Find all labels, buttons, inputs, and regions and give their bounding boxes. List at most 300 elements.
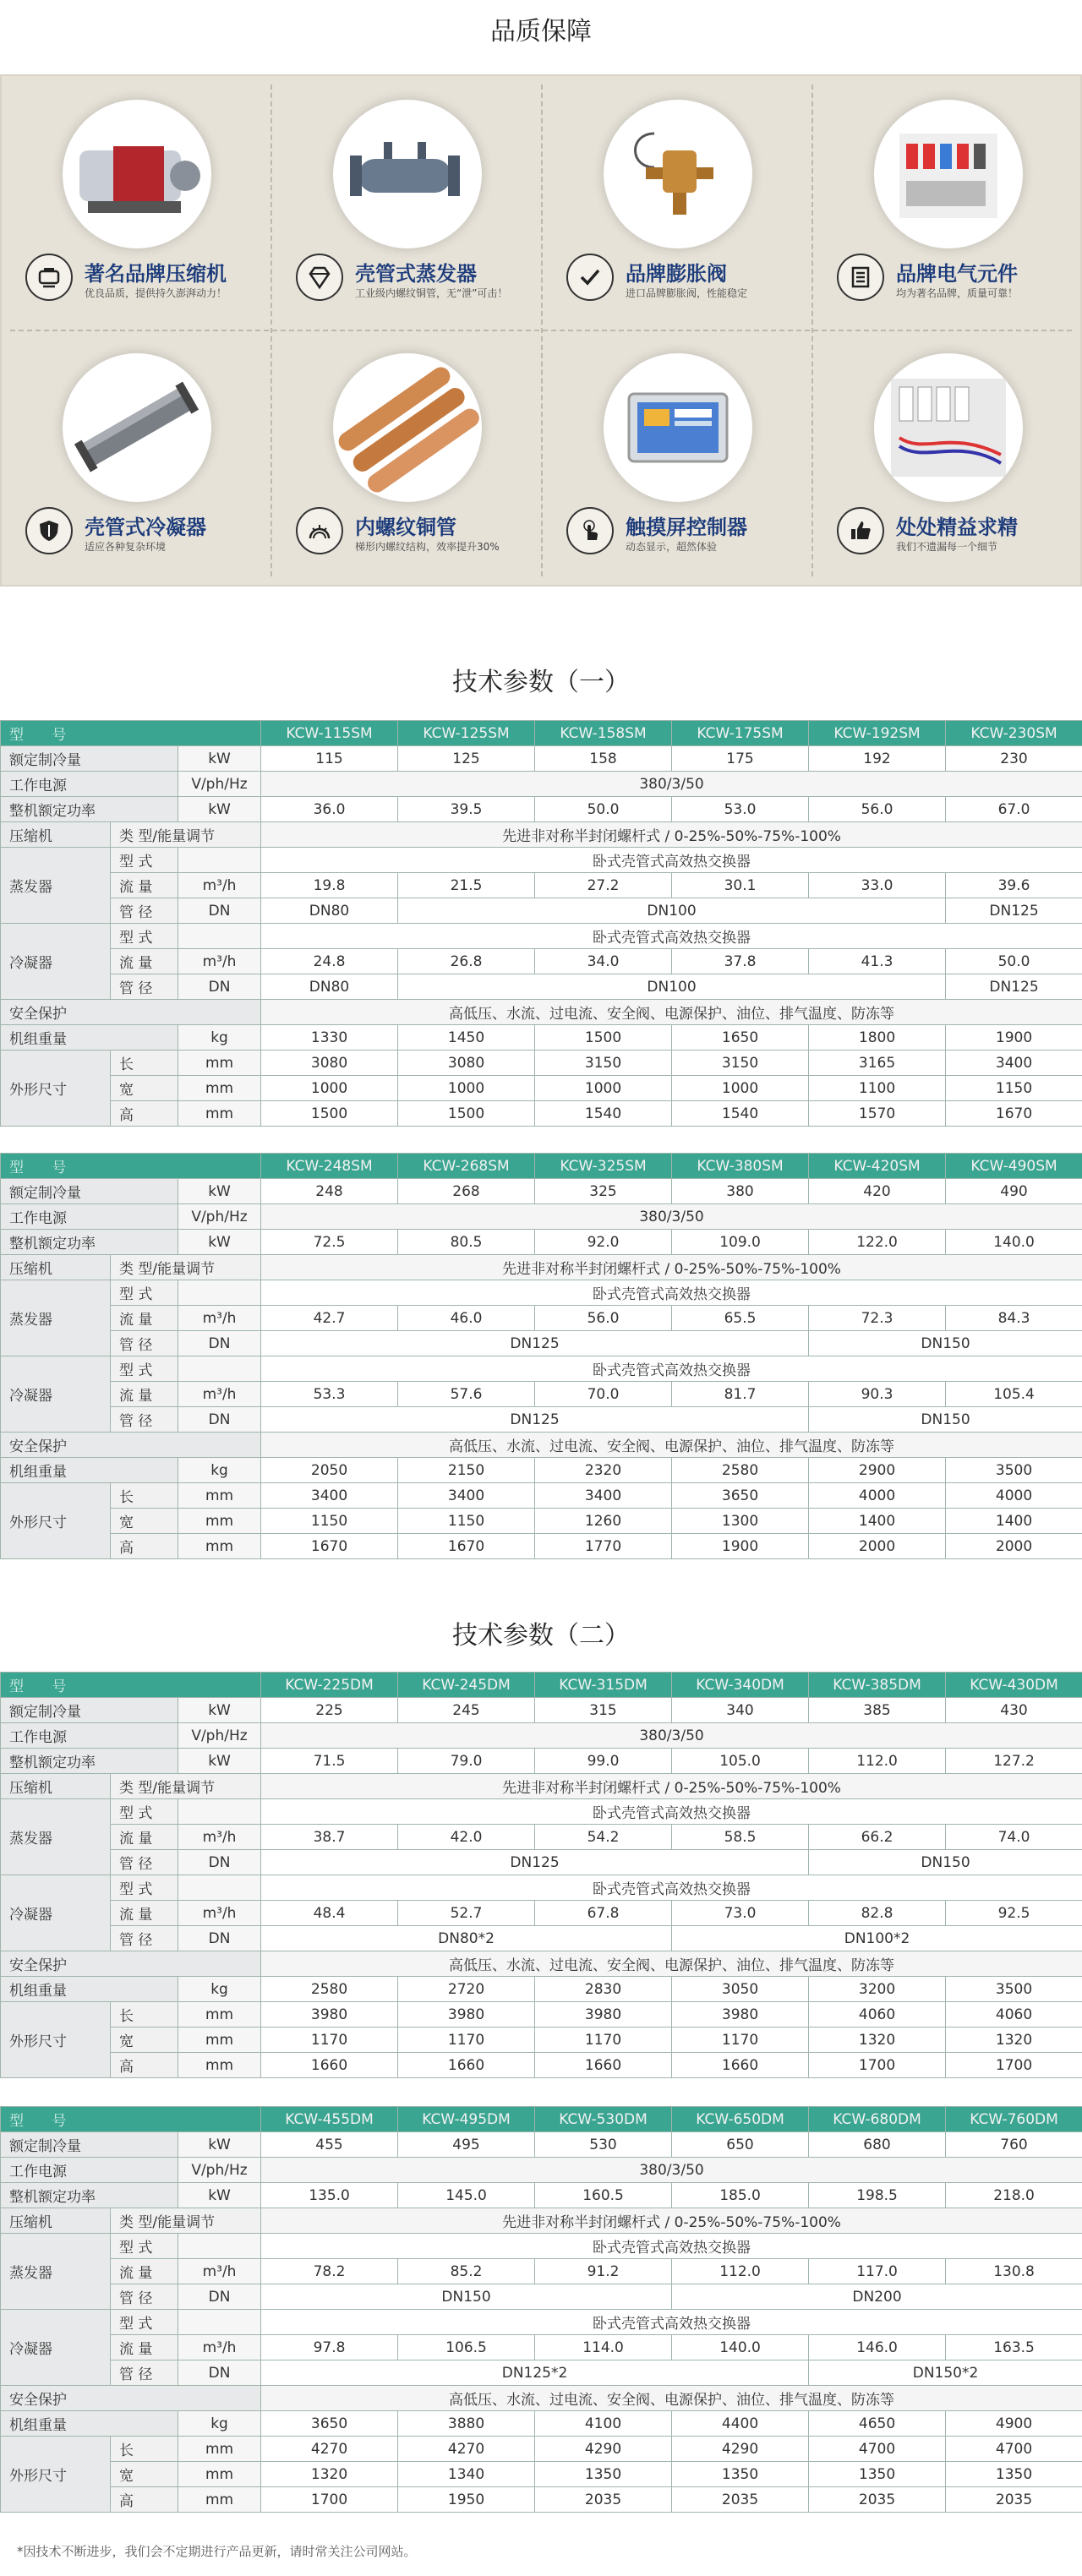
length-label: 长 [111,1051,178,1076]
cond_pipe-cell: DN150 [809,1407,1082,1433]
height-cell: 1660 [535,2053,672,2078]
capacity-label: 额定制冷量 [1,1698,178,1723]
model-label: 型 号 [1,1673,261,1698]
table-row [1,1076,1082,1101]
table-row [1,2053,1082,2078]
power-supply-value: 380/3/50 [261,772,1082,797]
flow-label: 流 量 [111,1306,178,1331]
height-cell: 1660 [398,2053,535,2078]
flow-label: 流 量 [111,1382,178,1407]
capacity-cell: 340 [672,1698,809,1723]
dimension-label: 外形尺寸 [1,2002,111,2078]
quality-item [272,76,541,330]
weight-cell: 2720 [398,1977,535,2002]
cond_flow-cell: 48.4 [261,1901,398,1926]
weight-cell: 2050 [261,1458,398,1483]
quality-item-title: 品牌电气元件 [896,262,1018,286]
unit-cell [178,1799,261,1825]
length-cell: 3150 [535,1051,672,1076]
input-power-label: 整机额定功率 [1,2183,178,2208]
models-cell: KCW-268SM [398,1154,535,1179]
unit-cell [178,924,261,949]
exchanger-value: 卧式壳管式高效热交换器 [261,2234,1082,2259]
models-cell: KCW-530DM [535,2107,672,2132]
models-cell: KCW-245DM [398,1673,535,1698]
cond_flow-cell: 146.0 [809,2335,946,2360]
width-cell: 1150 [946,1076,1082,1101]
height-label: 高 [111,1101,178,1127]
quality-item-title: 壳管式冷凝器 [85,516,206,539]
compressor-value: 先进非对称半封闭螺杆式 / 0-25%-50%-75%-100% [261,1255,1082,1280]
compressor-label: 压缩机 [1,1774,111,1799]
capacity-cell: 225 [261,1698,398,1723]
unit-cell: m³/h [178,2259,261,2284]
compressor-sub-label: 类 型/能量调节 [111,1255,261,1280]
quality-item-title: 壳管式蒸发器 [355,262,477,286]
length-cell: 4000 [946,1483,1082,1509]
protection-label: 安全保护 [1,2386,261,2411]
type-label: 型 式 [111,1875,178,1901]
power-cell: 79.0 [398,1749,535,1774]
width-cell: 1150 [261,1509,398,1534]
table-row [1,1255,1082,1280]
protection-label: 安全保护 [1,1433,261,1458]
cond_flow-cell: 105.4 [946,1382,1082,1407]
evap_pipe-cell: DN150 [261,2284,672,2310]
capacity-cell: 680 [809,2132,946,2158]
models-cell: KCW-385DM [809,1673,946,1698]
power-cell: 50.0 [535,797,672,822]
weight-cell: 2580 [261,1977,398,2002]
condenser-label: 冷凝器 [1,1875,111,1951]
spec2-title: 技术参数（二） [452,1621,630,1651]
models-cell: KCW-158SM [535,721,672,746]
flow-label: 流 量 [111,2259,178,2284]
evap_flow-cell: 58.5 [672,1825,809,1850]
evap_pipe-cell: DN125 [261,1850,809,1875]
product-photo [874,100,1023,248]
width-cell: 1320 [809,2028,946,2053]
quality-item [543,330,812,583]
pipe-label: 管 径 [111,1926,178,1951]
dimension-label: 外形尺寸 [1,1051,111,1127]
capacity-cell: 175 [672,746,809,772]
weight-cell: 4650 [809,2411,946,2437]
table-row [1,2234,1082,2259]
pipe-label: 管 径 [111,1850,178,1875]
cond_pipe-cell: DN80*2 [261,1926,672,1951]
quality-item-desc: 工业级内螺纹铜管，无“泄”可击！ [355,287,508,299]
models-cell: KCW-650DM [672,2107,809,2132]
height-cell: 2035 [946,2487,1082,2513]
unit-cell: mm [178,1051,261,1076]
weight-cell: 2900 [809,1458,946,1483]
table-row [1,2462,1082,2487]
evap_flow-cell: 112.0 [672,2259,809,2284]
length-cell: 3080 [261,1051,398,1076]
models-cell: KCW-192SM [809,721,946,746]
shield-icon [25,507,73,554]
power-supply-label: 工作电源 [1,1723,178,1749]
capacity-cell: 380 [672,1179,809,1204]
cond_flow-cell: 114.0 [535,2335,672,2360]
capacity-cell: 115 [261,746,398,772]
evap_pipe-cell: DN200 [672,2284,1082,2310]
table-row [1,822,1082,848]
weight-cell: 4100 [535,2411,672,2437]
height-cell: 1540 [672,1101,809,1127]
height-cell: 2000 [809,1534,946,1559]
cond_flow-cell: 97.8 [261,2335,398,2360]
unit-cell: kW [178,2132,261,2158]
length-cell: 4270 [398,2437,535,2462]
table-row [1,1356,1082,1382]
unit-cell: V/ph/Hz [178,1204,261,1230]
cond_pipe-cell: DN100*2 [672,1926,1082,1951]
cond_flow-cell: 41.3 [809,949,946,974]
cond_pipe-cell: DN100 [398,974,946,1000]
compressor-icon [25,254,73,301]
evap_flow-cell: 21.5 [398,873,535,898]
width-cell: 1400 [809,1509,946,1534]
length-cell: 3980 [398,2002,535,2028]
exchanger-value: 卧式壳管式高效热交换器 [261,1875,1082,1901]
power-cell: 56.0 [809,797,946,822]
cond_flow-cell: 82.8 [809,1901,946,1926]
width-label: 宽 [111,2462,178,2487]
width-label: 宽 [111,1076,178,1101]
unit-cell: kg [178,2411,261,2437]
capacity-cell: 248 [261,1179,398,1204]
power-cell: 105.0 [672,1749,809,1774]
unit-cell [178,2310,261,2335]
flow-label: 流 量 [111,949,178,974]
table-row [1,1483,1082,1509]
evaporator-label: 蒸发器 [1,1280,111,1356]
unit-cell: DN [178,974,261,1000]
evap_flow-cell: 130.8 [946,2259,1082,2284]
quality-item-title: 内螺纹铜管 [355,516,456,539]
unit-cell [178,1280,261,1306]
length-cell: 4700 [809,2437,946,2462]
unit-cell: m³/h [178,1901,261,1926]
table-row [1,924,1082,949]
weight-cell: 4900 [946,2411,1082,2437]
power-cell: 109.0 [672,1230,809,1255]
width-cell: 1260 [535,1509,672,1534]
table-row [1,1230,1082,1255]
table-row [1,1154,1082,1179]
table-row [1,1051,1082,1076]
table-row [1,898,1082,924]
power-cell: 185.0 [672,2183,809,2208]
compressor-label: 压缩机 [1,2208,111,2234]
height-cell: 1700 [809,2053,946,2078]
cond_flow-cell: 53.3 [261,1382,398,1407]
table-row [1,1204,1082,1230]
power-cell: 39.5 [398,797,535,822]
length-cell: 4000 [809,1483,946,1509]
power-cell: 135.0 [261,2183,398,2208]
height-cell: 1500 [261,1101,398,1127]
table-row [1,2360,1082,2386]
height-label: 高 [111,1534,178,1559]
quality-item-title: 处处精益求精 [896,516,1018,539]
power-cell: 112.0 [809,1749,946,1774]
capacity-cell: 315 [535,1698,672,1723]
exchanger-value: 卧式壳管式高效热交换器 [261,848,1082,873]
unit-cell: kW [178,1179,261,1204]
table-row [1,2107,1082,2132]
type-label: 型 式 [111,924,178,949]
table-row [1,1977,1082,2002]
evap_flow-cell: 78.2 [261,2259,398,2284]
capacity-cell: 245 [398,1698,535,1723]
height-cell: 1660 [261,2053,398,2078]
table-row [1,1331,1082,1356]
thread-icon [296,507,343,554]
evap_flow-cell: 84.3 [946,1306,1082,1331]
list-icon [837,254,884,301]
capacity-cell: 420 [809,1179,946,1204]
quality-item-title: 著名品牌压缩机 [85,262,227,286]
type-label: 型 式 [111,1356,178,1382]
models-cell: KCW-325SM [535,1154,672,1179]
models-cell: KCW-495DM [398,2107,535,2132]
quality-item-desc: 梯形内螺纹结构，效率提升30% [355,541,500,553]
capacity-cell: 268 [398,1179,535,1204]
weight-cell: 1800 [809,1025,946,1051]
models-cell: KCW-115SM [261,721,398,746]
weight-cell: 2150 [398,1458,535,1483]
table-row [1,1673,1082,1698]
pipe-label: 管 径 [111,974,178,1000]
evaporator-label: 蒸发器 [1,2234,111,2310]
quality-item-title: 品牌膨胀阀 [626,262,727,286]
unit-cell: m³/h [178,949,261,974]
quality-item-desc: 进口品牌膨胀阀，性能稳定 [626,287,748,299]
unit-cell: mm [178,2487,261,2513]
type-label: 型 式 [111,1280,178,1306]
width-cell: 1300 [672,1509,809,1534]
weight-label: 机组重量 [1,1977,178,2002]
power-cell: 53.0 [672,797,809,822]
pipe-label: 管 径 [111,2360,178,2386]
cond_flow-cell: 26.8 [398,949,535,974]
width-cell: 1350 [535,2462,672,2487]
compressor-sub-label: 类 型/能量调节 [111,1774,261,1799]
models-cell: KCW-430DM [946,1673,1082,1698]
compressor-label: 压缩机 [1,1255,111,1280]
width-cell: 1340 [398,2462,535,2487]
evap_flow-cell: 39.6 [946,873,1082,898]
table-row [1,721,1082,746]
flow-label: 流 量 [111,1825,178,1850]
product-photo [63,353,211,502]
unit-cell: kW [178,1698,261,1723]
evap_flow-cell: 19.8 [261,873,398,898]
cond_flow-cell: 92.5 [946,1901,1082,1926]
width-cell: 1150 [398,1509,535,1534]
touch-icon [566,507,614,554]
power-cell: 218.0 [946,2183,1082,2208]
model-label: 型 号 [1,2107,261,2132]
compressor-label: 压缩机 [1,822,111,848]
quality-item [2,76,270,330]
capacity-cell: 192 [809,746,946,772]
evap_flow-cell: 65.5 [672,1306,809,1331]
weight-label: 机组重量 [1,1025,178,1051]
flow-label: 流 量 [111,2335,178,2360]
width-cell: 1170 [672,2028,809,2053]
evap_flow-cell: 56.0 [535,1306,672,1331]
evap_flow-cell: 30.1 [672,873,809,898]
spec-table [0,2106,1082,2513]
evap_flow-cell: 33.0 [809,873,946,898]
pipe-label: 管 径 [111,2284,178,2310]
type-label: 型 式 [111,2310,178,2335]
table-row [1,2158,1082,2183]
cond_pipe-cell: DN125*2 [261,2360,809,2386]
table-row [1,2411,1082,2437]
quality-item [543,76,812,330]
width-cell: 1000 [398,1076,535,1101]
evap_pipe-cell: DN100 [398,898,946,924]
length-cell: 4290 [535,2437,672,2462]
spec-table [0,1672,1082,2078]
weight-cell: 3500 [946,1458,1082,1483]
pipe-label: 管 径 [111,898,178,924]
condenser-label: 冷凝器 [1,2310,111,2386]
protection-label: 安全保护 [1,1951,261,1977]
evap_flow-cell: 27.2 [535,873,672,898]
condenser-label: 冷凝器 [1,1356,111,1433]
power-cell: 67.0 [946,797,1082,822]
evap_flow-cell: 42.0 [398,1825,535,1850]
table-row [1,1534,1082,1559]
table-row [1,974,1082,1000]
power-cell: 198.5 [809,2183,946,2208]
table-row [1,873,1082,898]
type-label: 型 式 [111,2234,178,2259]
capacity-cell: 158 [535,746,672,772]
quality-item [2,330,270,583]
unit-cell: mm [178,1076,261,1101]
unit-cell: DN [178,2360,261,2386]
unit-cell: kW [178,1749,261,1774]
evap_flow-cell: 72.3 [809,1306,946,1331]
power-cell: 127.2 [946,1749,1082,1774]
width-cell: 1350 [809,2462,946,2487]
table-row [1,1280,1082,1306]
table-row [1,1179,1082,1204]
unit-cell: m³/h [178,1306,261,1331]
width-cell: 1320 [946,2028,1082,2053]
table-row [1,2284,1082,2310]
exchanger-value: 卧式壳管式高效热交换器 [261,1799,1082,1825]
unit-cell: kg [178,1977,261,2002]
length-cell: 3980 [672,2002,809,2028]
protection-value: 高低压、水流、过电流、安全阀、电源保护、油位、排气温度、防冻等 [261,2386,1082,2411]
capacity-label: 额定制冷量 [1,746,178,772]
table-row [1,2259,1082,2284]
evap_flow-cell: 46.0 [398,1306,535,1331]
length-cell: 3400 [535,1483,672,1509]
power-cell: 140.0 [946,1230,1082,1255]
protection-value: 高低压、水流、过电流、安全阀、电源保护、油位、排气温度、防冻等 [261,1433,1082,1458]
width-cell: 1000 [672,1076,809,1101]
table-row [1,2132,1082,2158]
quality-item [813,76,1082,330]
width-cell: 1000 [261,1076,398,1101]
diamond-icon [296,254,343,301]
dimension-label: 外形尺寸 [1,2437,111,2513]
evap_flow-cell: 91.2 [535,2259,672,2284]
cond_flow-cell: 52.7 [398,1901,535,1926]
evap_pipe-cell: DN80 [261,898,398,924]
models-cell: KCW-760DM [946,2107,1082,2132]
exchanger-value: 卧式壳管式高效热交换器 [261,1280,1082,1306]
capacity-cell: 490 [946,1179,1082,1204]
evap_flow-cell: 54.2 [535,1825,672,1850]
cond_flow-cell: 73.0 [672,1901,809,1926]
models-cell: KCW-490SM [946,1154,1082,1179]
evap_pipe-cell: DN125 [946,898,1082,924]
unit-cell: V/ph/Hz [178,2158,261,2183]
length-cell: 3650 [672,1483,809,1509]
table-row [1,746,1082,772]
unit-cell: DN [178,898,261,924]
height-cell: 1660 [672,2053,809,2078]
length-cell: 4290 [672,2437,809,2462]
table-row [1,1407,1082,1433]
evap_pipe-cell: DN150 [809,1850,1082,1875]
compressor-value: 先进非对称半封闭螺杆式 / 0-25%-50%-75%-100% [261,2208,1082,2234]
table-row [1,2386,1082,2411]
evap_flow-cell: 117.0 [809,2259,946,2284]
length-cell: 3150 [672,1051,809,1076]
models-cell: KCW-420SM [809,1154,946,1179]
unit-cell: DN [178,1926,261,1951]
unit-cell: kW [178,2183,261,2208]
width-cell: 1400 [946,1509,1082,1534]
power-cell: 36.0 [261,797,398,822]
compressor-sub-label: 类 型/能量调节 [111,822,261,848]
width-cell: 1000 [535,1076,672,1101]
cond_flow-cell: 67.8 [535,1901,672,1926]
evap_pipe-cell: DN150 [809,1331,1082,1356]
height-label: 高 [111,2053,178,2078]
table-row [1,1025,1082,1051]
input-power-label: 整机额定功率 [1,797,178,822]
height-cell: 1540 [535,1101,672,1127]
width-cell: 1350 [946,2462,1082,2487]
height-cell: 1670 [398,1534,535,1559]
table-row [1,1850,1082,1875]
width-cell: 1170 [535,2028,672,2053]
unit-cell: kg [178,1458,261,1483]
pipe-label: 管 径 [111,1407,178,1433]
protection-value: 高低压、水流、过电流、安全阀、电源保护、油位、排气温度、防冻等 [261,1000,1082,1025]
width-cell: 1170 [261,2028,398,2053]
models-cell: KCW-248SM [261,1154,398,1179]
unit-cell: mm [178,1483,261,1509]
product-photo [604,353,752,502]
cond_flow-cell: 106.5 [398,2335,535,2360]
weight-cell: 4400 [672,2411,809,2437]
width-cell: 1350 [672,2462,809,2487]
evap_flow-cell: 85.2 [398,2259,535,2284]
